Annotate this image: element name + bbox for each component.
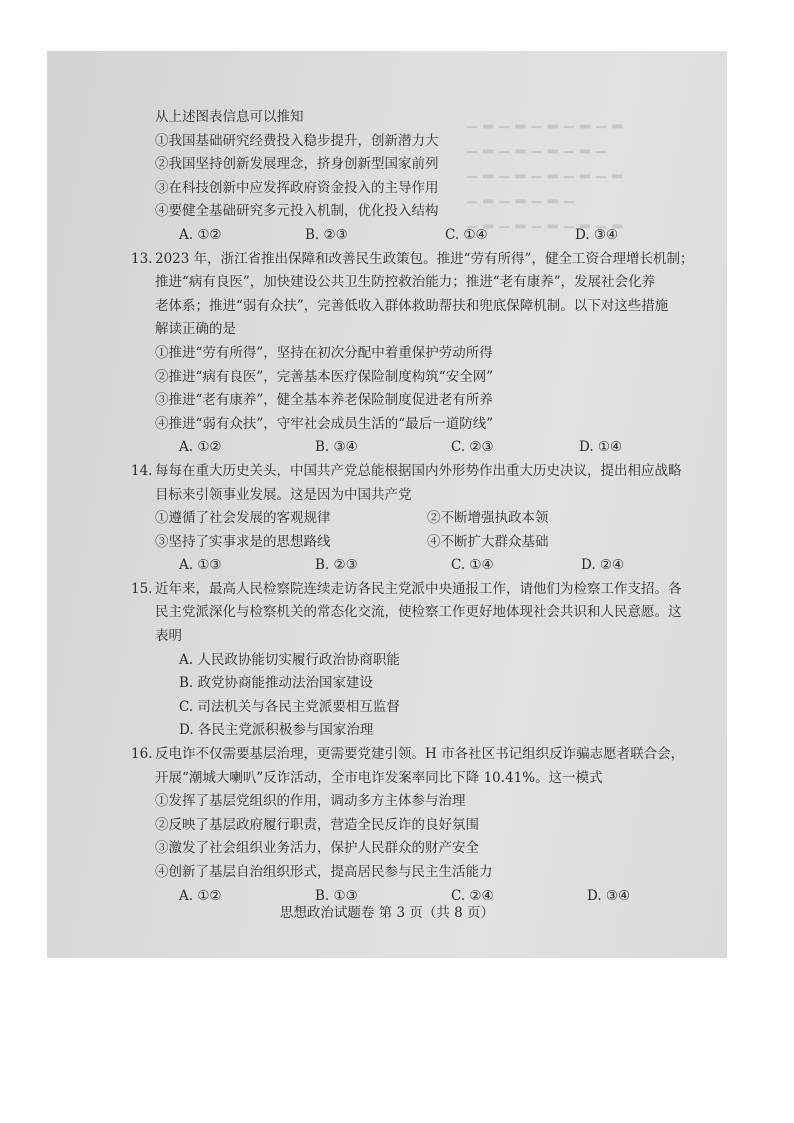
q13-option-c: C. ②③ xyxy=(451,439,494,456)
q12-option-b: B. ②③ xyxy=(305,226,348,243)
q14-items-row-1 xyxy=(131,507,721,531)
q12-item-1: ①我国基础研究经费投入稳步提升，创新潜力大 xyxy=(155,132,439,149)
q15-choice-b: B. 政党协商能推动法治国家建设 xyxy=(179,675,374,692)
q15-choice-c: C. 司法机关与各民主党派要相互监督 xyxy=(179,698,400,715)
q12-item-2: ②我国坚持创新发展理念，挤身创新型国家前列 xyxy=(155,156,439,173)
q14-option-b: B. ②③ xyxy=(315,557,358,574)
q13-stem-line-1: 13. 2023 年，浙江省推出保障和改善民生政策包。推进“劳有所得”，健全工资合理增长机制； xyxy=(131,248,721,272)
q13-options xyxy=(131,436,721,460)
q16-stem-line-1: 16. 反电诈不仅需要基层治理，更需要党建引领。H 市各社区书记组织反诈骗志愿者联合会， xyxy=(131,743,721,767)
q16-item-3: ③激发了社会组织业务活力，保护人民群众的财产安全 xyxy=(155,840,479,857)
q15-stem-line-3: 表明 xyxy=(155,628,182,645)
q13-stem-line-3: 老体系；推进“弱有众扶”，完善低收入群体救助帮扶和兜底保障机制。以下对这些措施 xyxy=(155,297,669,314)
q14-item-3: ③坚持了实事求是的思想路线 xyxy=(155,533,331,550)
q15-number: 15. xyxy=(131,580,153,597)
q14-option-c: C. ①④ xyxy=(451,557,494,574)
q14-options xyxy=(131,554,721,578)
q13-stem-line-2: 推进“病有良医”，加快建设公共卫生防控救治能力；推进“老有康养”，发展社会化养 xyxy=(155,274,656,291)
q15-stem-line-1: 15. 近年来，最高人民检察院连续走访各民主党派中央通报工作，请他们为检察工作支招。各 xyxy=(131,578,721,602)
q12-option-c: C. ①④ xyxy=(445,226,488,243)
bleed-through-shadow: ▁ ▂ ▁ ▂ ▁ ▂ ▁ ▂ ▁ ▂ ▁ ▂ ▁ ▂ ▁ ▂ ▁ ▂ ▁ ▁ ▂ ▁ ▂ ▁ ▂ ▁ ▂ ▁ ▂ ▁ ▂ ▁ ▂ ▁ ▂ ▁ ▁ ▂ ▁ ▂ ▁ ▂ ▁ ▂ ▁ ▂ xyxy=(467,114,624,229)
q14-option-d: D. ②④ xyxy=(581,557,625,574)
q13-item-4: ④推进“弱有众扶”，守牢社会成员生活的“最后一道防线” xyxy=(155,415,494,432)
q12-option-d: D. ③④ xyxy=(575,226,619,243)
scanned-page xyxy=(47,51,727,958)
q13-option-a: A. ①② xyxy=(179,439,222,456)
q14-number: 14. xyxy=(131,462,153,479)
q14-stem-line-2: 目标来引领事业发展。这是因为中国共产党 xyxy=(155,486,412,503)
q12-item-4: ④要健全基础研究多元投入机制，优化投入结构 xyxy=(155,203,439,220)
q16-item-2: ②反映了基层政府履行职责，营造全民反诈的良好氛围 xyxy=(155,816,479,833)
q12-options xyxy=(131,224,721,248)
q13-item-3: ③推进“老有康养”，健全基本养老保险制度促进老有所养 xyxy=(155,392,493,409)
q16-option-d: D. ③④ xyxy=(587,887,631,904)
q16-stem-line-2: 开展“潮城大喇叭”反诈活动，全市电诈发案率同比下降 10.41%。这一模式 xyxy=(155,769,603,786)
q16-item-1: ①发挥了基层党组织的作用，调动多方主体参与治理 xyxy=(155,793,466,810)
q15-choice-a: A. 人民政协能切实履行政治协商职能 xyxy=(179,651,400,668)
q14-option-a: A. ①③ xyxy=(179,557,222,574)
exam-content xyxy=(131,106,721,908)
q13-item-1: ①推进“劳有所得”，坚持在初次分配中着重保护劳动所得 xyxy=(155,344,493,361)
q12-stem: 从上述图表信息可以推知 xyxy=(155,109,304,125)
q13-item-2: ②推进“病有良医”，完善基本医疗保险制度构筑“安全网” xyxy=(155,368,494,385)
q16-item-4: ④创新了基层自治组织形式，提高居民参与民主生活能力 xyxy=(155,864,493,880)
q16-option-a: A. ①② xyxy=(179,887,222,904)
q15-choice-d: D. 各民主党派积极参与国家治理 xyxy=(179,722,374,739)
q13-option-d: D. ①④ xyxy=(579,439,623,456)
q14-item-2: ②不断增强执政本领 xyxy=(427,510,549,527)
page-footer: 思想政治试题卷 第 3 页（共 8 页） xyxy=(279,905,495,921)
q14-item-4: ④不断扩大群众基础 xyxy=(427,533,549,550)
q16-option-c: C. ②④ xyxy=(451,887,494,904)
q14-stem-line-1: 14. 每每在重大历史关头，中国共产党总能根据国内外形势作出重大历史决议，提出相应战略 xyxy=(131,460,721,484)
q13-option-b: B. ③④ xyxy=(315,439,358,456)
q16-option-b: B. ①③ xyxy=(315,887,358,904)
q13-stem-line-4: 解读正确的是 xyxy=(155,321,236,338)
q16-number: 16. xyxy=(131,746,153,763)
q14-items-row-2 xyxy=(131,531,721,555)
q12-option-a: A. ①② xyxy=(179,226,222,243)
q13-number: 13. xyxy=(131,250,153,267)
q14-item-1: ①遵循了社会发展的客观规律 xyxy=(155,510,331,527)
q15-stem-line-2: 民主党派深化与检察机关的常态化交流，使检察工作更好地体现社会共识和人民意愿。这 xyxy=(155,604,682,621)
q12-item-3: ③在科技创新中应发挥政府资金投入的主导作用 xyxy=(155,179,439,196)
